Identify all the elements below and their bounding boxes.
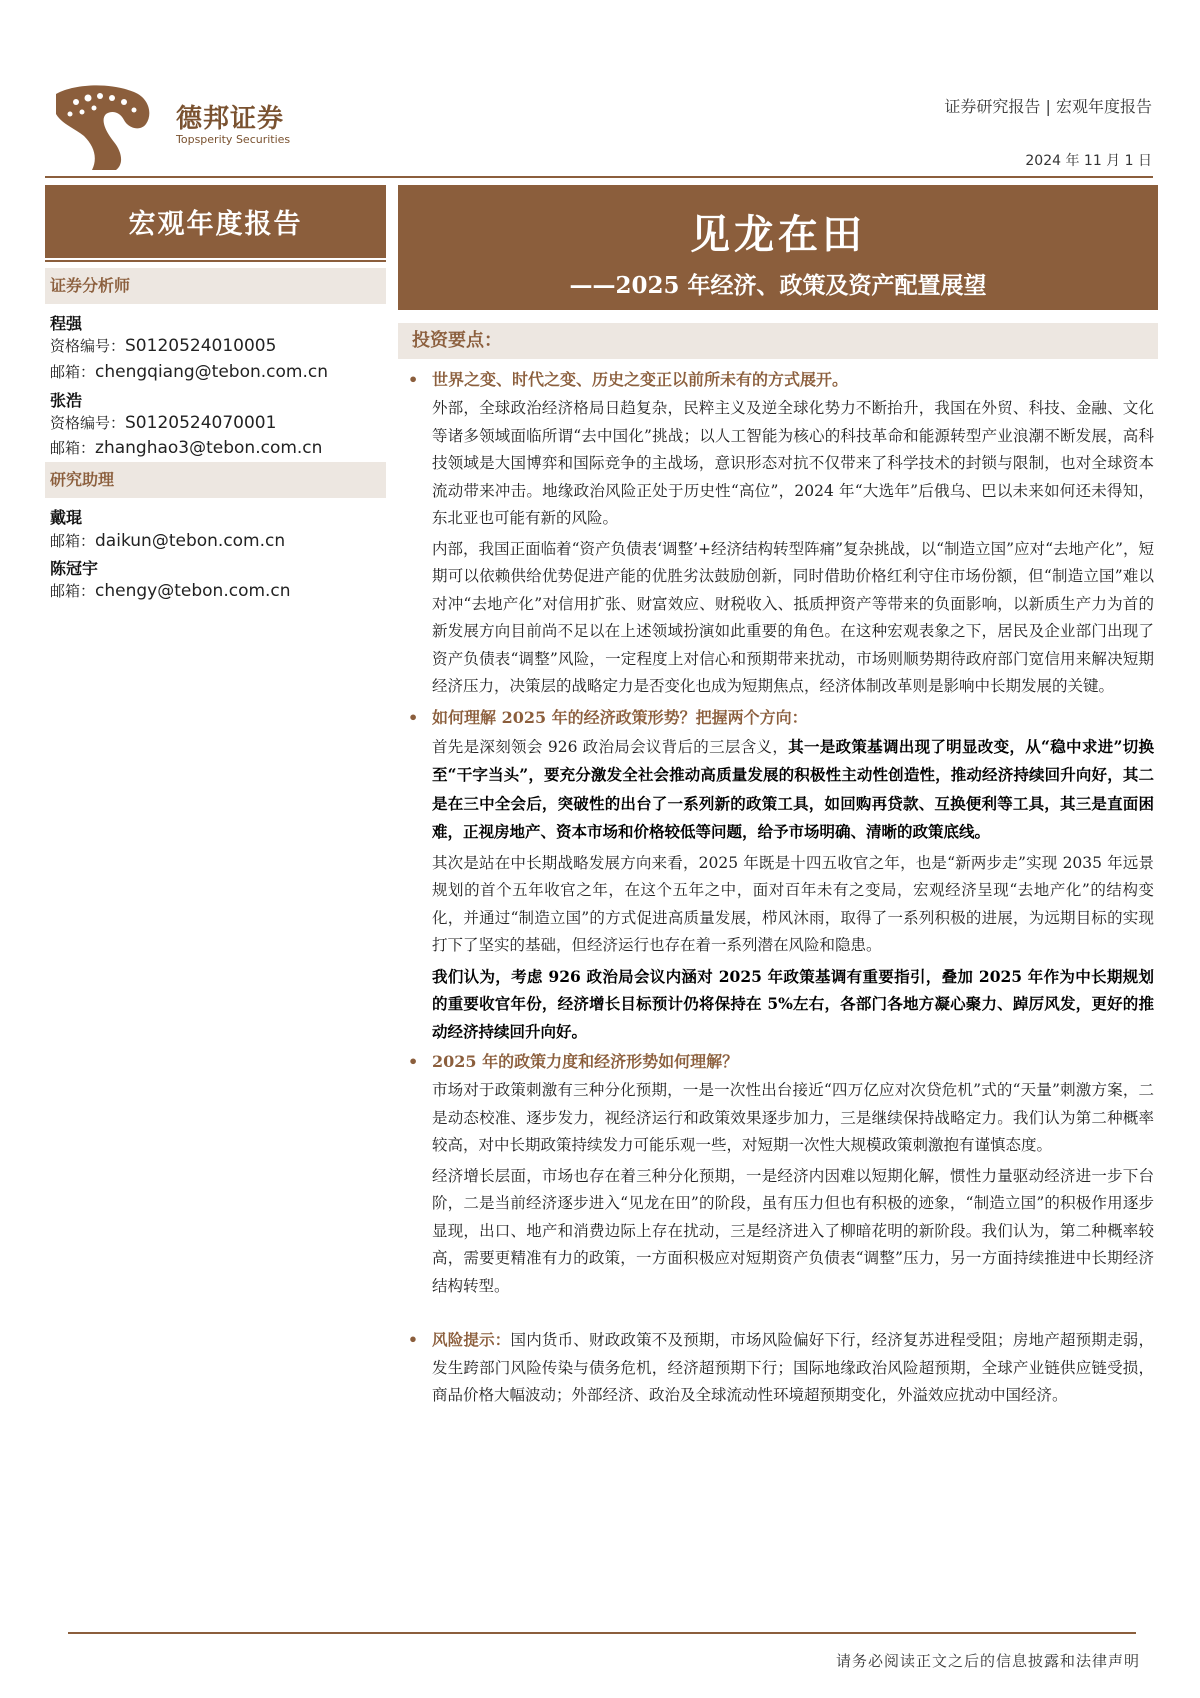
assistant-name: 戴琨 xyxy=(50,508,83,527)
analyst-cert: 资格编号：S0120524010005 xyxy=(50,336,277,356)
bullet-icon: • xyxy=(408,370,419,389)
assistant-email[interactable]: 邮箱：daikun@tebon.com.cn xyxy=(50,531,286,551)
risk-label: 风险提示： xyxy=(432,1330,511,1349)
analyst-email[interactable]: 邮箱：chengqiang@tebon.com.cn xyxy=(50,362,328,382)
report-category-title: 宏观年度报告 xyxy=(45,185,386,258)
analyst-email[interactable]: 邮箱：zhanghao3@tebon.com.cn xyxy=(50,438,323,458)
page-title: 见龙在田 xyxy=(690,211,866,258)
analyst-name: 张浩 xyxy=(50,391,83,410)
report-body xyxy=(402,366,1154,1410)
disclaimer-note: 请务必阅读正文之后的信息披露和法律声明 xyxy=(835,1652,1140,1670)
assistant-email[interactable]: 邮箱：chengy@tebon.com.cn xyxy=(50,581,291,601)
bullet-icon: • xyxy=(408,1052,419,1071)
section-heading: • 世界之变、时代之变、历史之变正以前所未有的方式展开。 xyxy=(402,366,1154,393)
report-type: 证券研究报告 | 宏观年度报告 xyxy=(944,97,1152,116)
report-date: 2024 年 11 月 1 日 xyxy=(1025,153,1152,169)
section-heading: • 如何理解 2025 年的经济政策形势？把握两个方向： xyxy=(402,704,1154,731)
brand-name-en: Topsperity Securities xyxy=(176,133,291,146)
paragraph: 市场对于政策刺激有三种分化预期，一是一次性出台接近“四万亿应对次贷危机”式的“天量”刺激方案，二是动态校准、逐步发力，视经济运行和政策效果逐步加力，三是继续保持战略定力。我们认为第二种概率较高，对中长期政策持续发力可能乐观一些，对短期一次性大规模政策刺激抱有谨慎态度。 xyxy=(432,1081,1154,1154)
page-subtitle: ——2025 年经济、政策及资产配置展望 xyxy=(569,272,987,299)
paragraph: 其次是站在中长期战略发展方向来看，2025 年既是十四五收官之年，也是“新两步走”实现 2035 年远景规划的首个五年收官之年，在这个五年之中，面对百年未有之变局，宏观经济呈现“去地产化”的结构变化，并通过“制造立国”的方式促进高质量发展，栉风沐雨，取得了一系列积极的进展，为远期目标的实现打下了坚实的基础，但经济运行也存在着一系列潜在风险和隐患。 xyxy=(432,853,1154,954)
risk-warning: • 风险提示：国内货币、财政政策不及预期，市场风险偏好下行，经济复苏进程受阻；房地产超预期走弱，发生跨部门风险传染与债务危机，经济超预期下行；国际地缘政治风险超预期，全球产业链供应链受损，商品价格大幅波动；外部经济、政治及全球流动性环境超预期变化，外溢效应扰动中国经济。 xyxy=(402,1326,1154,1410)
header-divider xyxy=(45,176,1153,178)
assistant-name: 陈冠宇 xyxy=(50,559,99,578)
left-title-divider xyxy=(45,260,386,262)
analyst-name: 程强 xyxy=(50,314,83,333)
brand-name: 德邦证券 xyxy=(176,104,285,134)
investment-points-heading: 投资要点： xyxy=(398,323,1158,359)
footer-divider xyxy=(68,1632,1136,1634)
leopard-logo-icon xyxy=(54,84,154,170)
bullet-icon: • xyxy=(408,1330,418,1349)
section-heading: • 2025 年的政策力度和经济形势如何理解？ xyxy=(402,1048,1154,1075)
analyst-section-heading: 证券分析师 xyxy=(45,268,386,304)
assistant-section-heading: 研究助理 xyxy=(45,462,386,498)
analyst-cert: 资格编号：S0120524070001 xyxy=(50,413,277,433)
paragraph: 内部，我国正面临着“资产负债表‘调整’+经济结构转型阵痛”复杂挑战，以“制造立国”应对“去地产化”，短期可以依赖供给优势促进产能的优胜劣汰鼓励创新，同时借助价格红利守住市场份额，但“制造立国”难以对冲“去地产化”对信用扩张、财富效应、财税收入、抵质押资产等带来的负面影响，以新质生产力为首的新发展方向目前尚不足以在上述领域扮演如此重要的角色。在这种宏观表象之下，居民及企业部门出现了资产负债表“调整”风险，一定程度上对信心和预期带来扰动，市场则顺势期待政府部门宽信用来解决短期经济压力，决策层的战略定力是否变化也成为短期焦点，经济体制改革则是影响中长期发展的关键。 xyxy=(432,539,1154,695)
bullet-icon: • xyxy=(408,707,419,727)
paragraph-conclusion: 我们认为，考虑 926 政治局会议内涵对 2025 年政策基调有重要指引，叠加 2025 年作为中长期规划的重要收官年份，经济增长目标预计仍将保持在 5%左右，各部门各地方凝心聚力、踔厉风发，更好的推动经济持续回升向好。 xyxy=(432,966,1154,1041)
paragraph: 外部，全球政治经济格局日趋复杂，民粹主义及逆全球化势力不断抬升，我国在外贸、科技、金融、文化等诸多领域面临所谓“去中国化”挑战；以人工智能为核心的科技革命和能源转型产业浪潮不断发展，高科技领域是大国博弈和国际竞争的主战场，意识形态对抗不仅带来了科学技术的封锁与限制，也对全球资本流动带来冲击。地缘政治风险正处于历史性“高位”，2024 年“大选年”后俄乌、巴以未来如何还未得知，东北亚也可能有新的风险。 xyxy=(432,399,1154,527)
title-banner xyxy=(398,185,1158,310)
paragraph: 经济增长层面，市场也存在着三种分化预期，一是经济内因难以短期化解，惯性力量驱动经济进一步下台阶，二是当前经济逐步进入“见龙在田”的阶段，虽有压力但也有积极的迹象，“制造立国”的积极作用逐步显现，出口、地产和消费边际上存在扰动，三是经济进入了柳暗花明的新阶段。我们认为，第二种概率较高，需要更精准有力的政策，一方面积极应对短期资产负债表“调整”压力，另一方面持续推进中长期经济结构转型。 xyxy=(432,1166,1154,1295)
paragraph: 首先是深刻领会 926 政治局会议背后的三层含义，其一是政策基调出现了明显改变，从“稳中求进”切换至“干字当头”，要充分激发全社会推动高质量发展的积极性主动性创造性，推动经济持续回升向好，其二是在三中全会后，突破性的出台了一系列新的政策工具，如回购再贷款、互换便利等工具，其三是直面困难，正视房地产、资本市场和价格较低等问题，给予市场明确、清晰的政策底线。 xyxy=(432,736,1154,841)
